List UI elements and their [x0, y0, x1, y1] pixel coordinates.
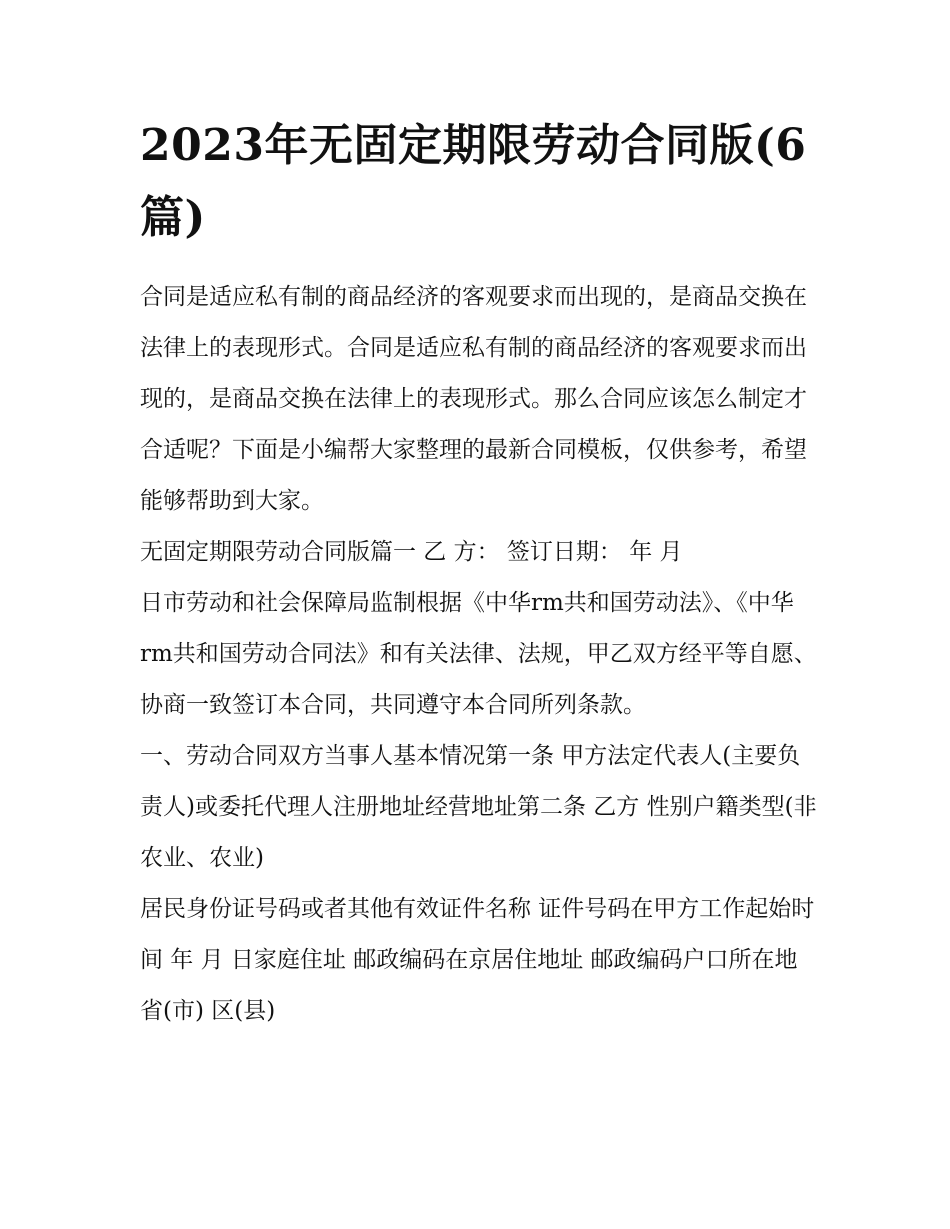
paragraph-employee-info: 居民身份证号码或者其他有效证件名称 证件号码在甲方工作起始时间 年 月 日家庭住址 邮政编码在京居住地址 邮政编码户口所在地 省(市) 区(县)	[140, 896, 815, 1024]
paragraph-intro: 合同是适应私有制的商品经济的客观要求而出现的，是商品交换在法律上的表现形式。合同是适应私有制的商品经济的客观要求而出现的，是商品交换在法律上的表现形式。那么合同应该怎么制定才合适呢？下面是小编帮大家整理的最新合同模板，仅供参考，希望能够帮助到大家。	[140, 284, 807, 514]
paragraph-preamble: 日市劳动和社会保障局监制根据《中华rm共和国劳动法》、《中华rm共和国劳动合同法》和有关法律、法规，甲乙双方经平等自愿、协商一致签订本合同，共同遵守本合同所列条款。	[140, 590, 817, 718]
paragraph-section-header: 无固定期限劳动合同版篇一 乙 方： 签订日期： 年 月	[140, 539, 683, 565]
document-page	[140, 110, 820, 1037]
document-title: 2023年无固定期限劳动合同版(6篇)	[140, 120, 807, 243]
paragraph-parties: 一、劳动合同双方当事人基本情况第一条 甲方法定代表人(主要负责人)或委托代理人注册地址经营地址第二条 乙方 性别户籍类型(非农业、农业)	[140, 743, 817, 871]
